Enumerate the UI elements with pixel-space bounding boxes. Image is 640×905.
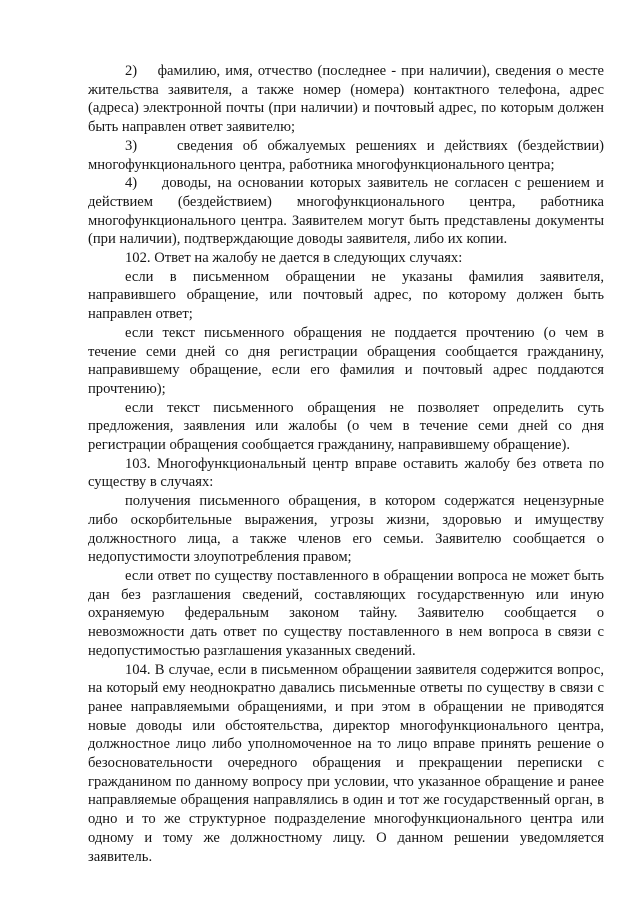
paragraph-102-case-2: если текст письменного обращения не поддается прочтению (о чем в течение семи дней со дня регистрации обращения сообщается гражданину, направившему обращение, если его фамилия и почтовый адрес поддаются прочтению); [88,324,604,397]
paragraph-102-case-1: если в письменном обращении не указаны фамилия заявителя, направившего обращение, или почтовый адрес, по которому должен быть направлен ответ; [88,268,604,323]
paragraph-102-case-3: если текст письменного обращения не позволяет определить суть предложения, заявления или жалобы (о чем в течение семи дней со дня регистрации обращения сообщается гражданину, направившему обращение). [88,399,604,454]
paragraph-item-3: 3) сведения об обжалуемых решениях и действиях (бездействии) многофункционального центра, работника многофункционального центра; [88,137,604,173]
document-page [88,62,604,866]
paragraph-103-case-1: получения письменного обращения, в котором содержатся нецензурные либо оскорбительные выражения, угрозы жизни, здоровью и имуществу должностного лица, а также членов его семьи. Заявителю сообщается о недопустимости злоупотребления правом; [88,493,604,566]
paragraph-102-heading: 102. Ответ на жалобу не дается в следующих случаях: [125,250,463,267]
paragraph-104: 104. В случае, если в письменном обращении заявителя содержится вопрос, на который ему неоднократно давались письменные ответы по существу в связи с ранее направляемыми обращениями, и при этом в обращении не приводятся новые доводы или обстоятельства, директор многофункционального центра, должностное лицо либо уполномоченное на то лицо вправе принять решение о безосновательности очередного обращения и прекращении переписки с гражданином по данному вопросу при условии, что указанное обращение и ранее направляемые обращения направлялись в один и тот же государственный орган, в одно и то же структурное подразделение многофункционального центра или одному и тому же должностному лицу. О данном решении уведомляется заявитель. [88,661,604,865]
paragraph-item-4: 4) доводы, на основании которых заявитель не согласен с решением и действием (бездействием) многофункционального центра, работника многофункционального центра. Заявителем могут быть представлены документы (при наличии), подтверждающие доводы заявителя, либо их копии. [88,175,604,248]
paragraph-103-heading: 103. Многофункциональный центр вправе оставить жалобу без ответа по существу в случаях: [88,455,604,491]
paragraph-103-case-2: если ответ по существу поставленного в обращении вопроса не может быть дан без разглашения сведений, составляющих государственную или иную охраняемую федеральным законом тайну. Заявителю сообщается о невозможности дать ответ по существу поставленного в нем вопроса в связи с недопустимостью разглашения указанных сведений. [88,567,604,659]
paragraph-item-2: 2) фамилию, имя, отчество (последнее - при наличии), сведения о месте жительства заявителя, а также номер (номера) контактного телефона, адрес (адреса) электронной почты (при наличии) и почтовый адрес, по которым должен быть направлен ответ заявителю; [88,63,604,136]
